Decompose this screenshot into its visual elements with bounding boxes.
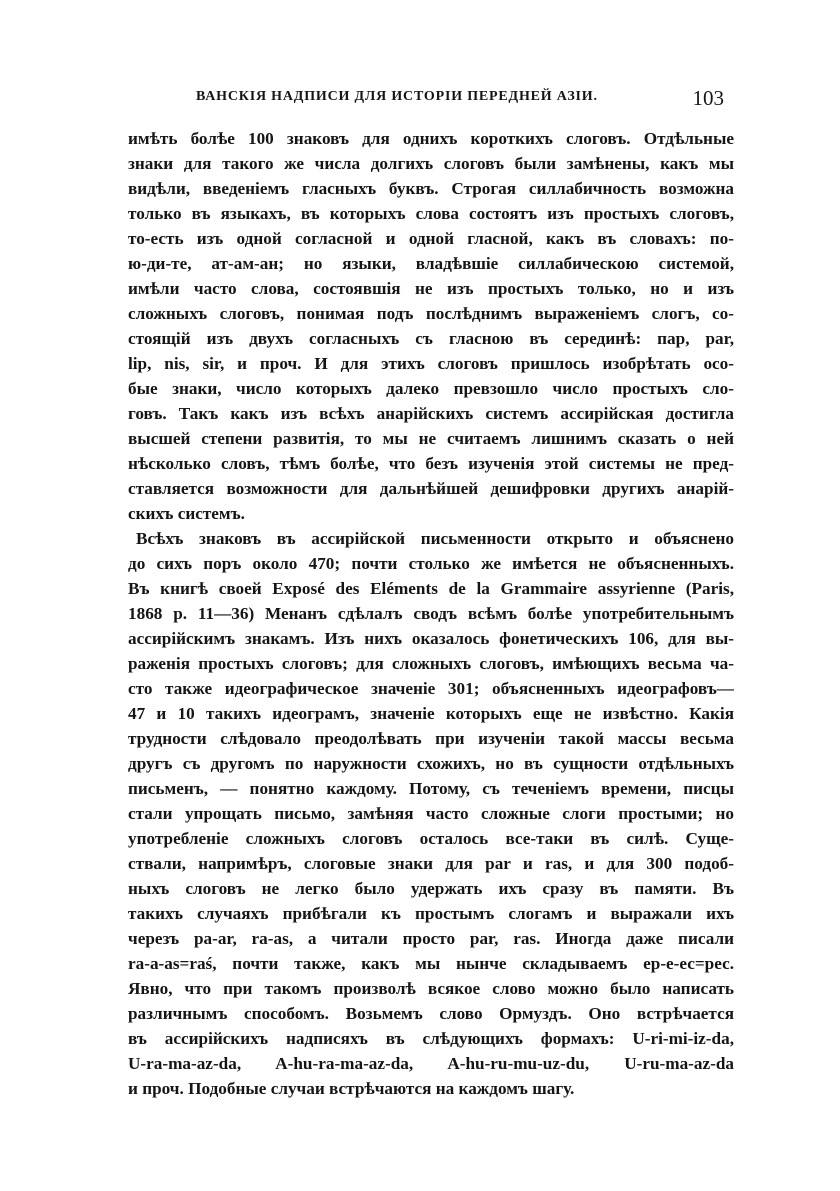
text-line: высшей степени развитія, то мы не считаемъ лишнимъ сказать о ней [128, 429, 734, 448]
text-line: Всѣхъ знаковъ въ ассирійской письменности открыто и объяснено [136, 529, 734, 548]
text-line: сложныхъ слоговъ, понимая подъ послѣднимъ выраженіемъ слогъ, со- [128, 304, 734, 323]
text-line: говъ. Такъ какъ изъ всѣхъ анарійскихъ системъ ассирійская достигла [128, 404, 734, 423]
text-line: скихъ системъ. [128, 504, 245, 523]
text-line: 1868 p. 11—36) Менанъ сдѣлалъ сводъ всѣмъ болѣе употребительнымъ [128, 604, 734, 623]
text-line: знаки для такого же числа долгихъ слоговъ были замѣнены, какъ мы [128, 154, 734, 173]
text-line: бые знаки, число которыхъ далеко превзошло число простыхъ сло- [128, 379, 734, 398]
text-line: сто также идеографическое значеніе 301; объясненныхъ идеографовъ— [128, 679, 734, 698]
text-line: Явно, что при такомъ произволѣ всякое слово можно было написать [128, 979, 734, 998]
text-line: то-есть изъ одной согласной и одной гласной, какъ въ словахъ: по- [128, 229, 734, 248]
text-line: Въ книгѣ своей Exposé des Eléments de la Grammaire assyrienne (Paris, [128, 579, 734, 598]
text-line: U-ra-ma-az-da, A-hu-ra-ma-az-da, A-hu-ru-mu-uz-du, U-ru-ma-az-da [128, 1054, 734, 1073]
text-line: до сихъ поръ около 470; почти столько же имѣется не объясненныхъ. [128, 554, 734, 573]
text-line: 47 и 10 такихъ идеограмъ, значеніе которыхъ еще не извѣстно. Какія [128, 704, 734, 723]
text-line: употребленіе сложныхъ слоговъ осталось все-таки въ силѣ. Суще- [128, 829, 734, 848]
body-text [128, 126, 734, 1101]
text-line: lip, nis, sir, и проч. И для этихъ слоговъ пришлось изобрѣтать осо- [128, 354, 734, 373]
text-line: стоящій изъ двухъ согласныхъ съ гласною въ серединѣ: пар, par, [128, 329, 734, 348]
text-line: только въ языкахъ, въ которыхъ слова состоятъ изъ простыхъ слоговъ, [128, 204, 734, 223]
text-line: стали упрощать письмо, замѣняя часто сложные слоги простыми; но [128, 804, 734, 823]
text-line: другъ съ другомъ по наружности схожихъ, но въ сущности отдѣльныхъ [128, 754, 734, 773]
text-line: ra-a-as=raś, почти также, какъ мы нынче складываемъ ер-е-ес=рес. [128, 954, 734, 973]
text-line: ставляется возможности для дальнѣйшей дешифровки другихъ анарій- [128, 479, 734, 498]
text-line: ныхъ слоговъ не легко было удержать ихъ сразу въ памяти. Въ [128, 879, 734, 898]
text-line: ассирійскимъ знакамъ. Изъ нихъ оказалось фонетическихъ 106, для вы- [128, 629, 734, 648]
text-line: и проч. Подобные случаи встрѣчаются на каждомъ шагу. [128, 1079, 575, 1098]
text-line: такихъ случаяхъ прибѣгали къ простымъ слогамъ и выражали ихъ [128, 904, 734, 923]
text-line: письменъ, — понятно каждому. Потому, съ теченіемъ времени, писцы [128, 779, 734, 798]
text-line: нѣсколько словъ, тѣмъ болѣе, что безъ изученія этой системы не пред- [128, 454, 734, 473]
text-line: раженія простыхъ слоговъ; для сложныхъ слоговъ, имѣющихъ весьма ча- [128, 654, 734, 673]
text-line: имѣли часто слова, состоявшія не изъ простыхъ только, но и изъ [128, 279, 734, 298]
text-line: имѣть болѣе 100 знаковъ для однихъ короткихъ слоговъ. Отдѣльные [128, 129, 734, 148]
text-line: въ ассирійскихъ надписяхъ въ слѣдующихъ формахъ: U-ri-mi-iz-da, [128, 1029, 734, 1048]
text-line: ствали, напримѣръ, слоговые знаки для par и ras, и для 300 подоб- [128, 854, 734, 873]
page-number: 103 [692, 86, 724, 110]
text-line: ю-ди-те, ат-ам-ан; но языки, владѣвшіе силлабическою системой, [128, 254, 734, 273]
text-line: различнымъ способомъ. Возьмемъ слово Ормуздъ. Оно встрѣчается [128, 1004, 734, 1023]
running-header: ВАНСКІЯ НАДПИСИ ДЛЯ ИСТОРІИ ПЕРЕДНЕЙ АЗІИ. [196, 89, 598, 104]
text-line: черезъ pa-ar, ra-as, а читали просто par, ras. Иногда даже писали [128, 929, 734, 948]
text-line: трудности слѣдовало преодолѣвать при изученіи такой массы весьма [128, 729, 734, 748]
text-line: видѣли, введеніемъ гласныхъ буквъ. Строгая силлабичность возможна [128, 179, 734, 198]
